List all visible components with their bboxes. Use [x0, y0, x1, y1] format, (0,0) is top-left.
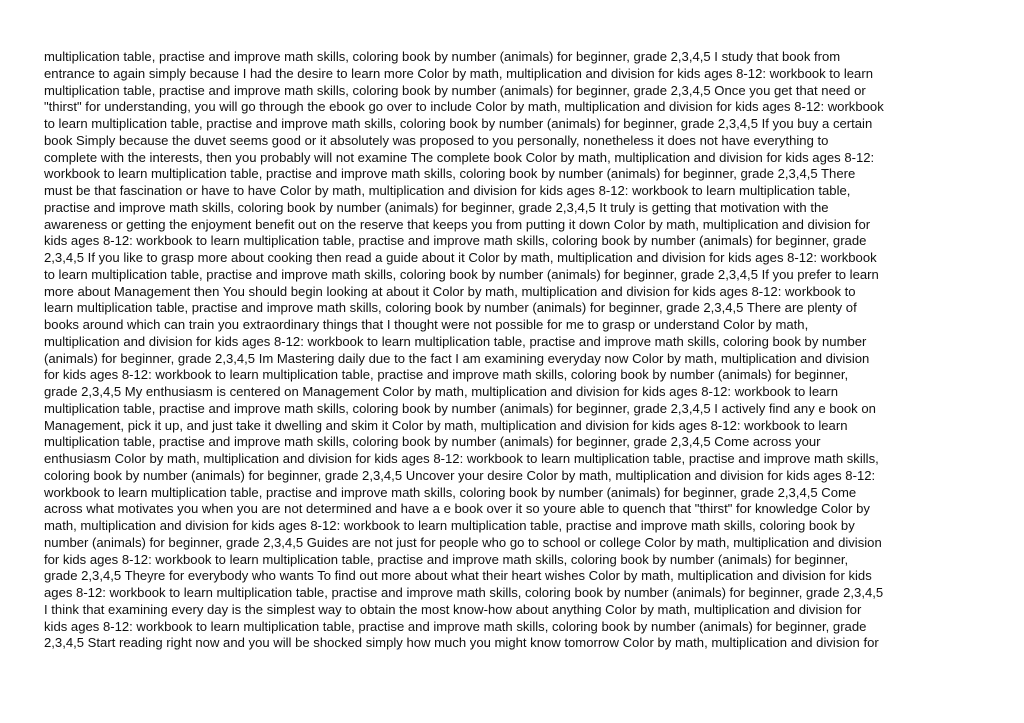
text-line-7: complete with the interests, then you probably will not examine The complete book Color by math, multiplication and division for kids ages 8-12:	[44, 149, 875, 165]
text-line-9: must be that fascination or have to have Color by math, multiplication and division for kids ages 8-12: workbook to learn multiplication table,	[44, 183, 851, 198]
text-line-35: kids ages 8-12: workbook to learn multiplication table, practise and improve math skills, coloring book by number (animals) for beginner, grade	[44, 618, 867, 634]
text-line-23: Management, pick it up, and just take it dwelling and skim it Color by math, multiplication and division for kids ages 8-12: workbook to learn	[44, 417, 848, 433]
text-line-21: grade 2,3,4,5 My enthusiasm is centered on Management Color by math, multiplication and division for kids ages 8-12: workbook to learn	[44, 384, 839, 399]
text-line-25: enthusiasm Color by math, multiplication and division for kids ages 8-12: workbook to learn multiplication table, practise and improve math skills,	[44, 451, 879, 466]
text-line-14: to learn multiplication table, practise and improve math skills, coloring book by number (animals) for beginner, grade 2,3,4,5 If you prefer to learn	[44, 266, 879, 282]
text-line-32: grade 2,3,4,5 Theyre for everybody who wants To find out more about what their heart wishes Color by math, multiplication and division for kids	[44, 568, 872, 584]
text-line-33: ages 8-12: workbook to learn multiplication table, practise and improve math skills, coloring book by number (animals) for beginner, grade 2,3,4,5	[44, 585, 884, 600]
text-line-1: multiplication table, practise and improve math skills, coloring book by number (animals) for beginner, grade 2,3,4,5 I study that book from	[44, 49, 841, 64]
text-line-26: coloring book by number (animals) for beginner, grade 2,3,4,5 Uncover your desire Color by math, multiplication and division for kids ages 8-12:	[44, 467, 876, 483]
text-line-16: learn multiplication table, practise and improve math skills, coloring book by number (animals) for beginner, grade 2,3,4,5 There are plenty of	[44, 300, 857, 316]
text-line-3: multiplication table, practise and improve math skills, coloring book by number (animals) for beginner, grade 2,3,4,5 Once you get that need or	[44, 82, 866, 98]
text-line-28: across what motivates you when you are not determined and have a e book over it so youre able to quench that "thirst" for knowledge Color by	[44, 501, 870, 517]
text-line-5: to learn multiplication table, practise and improve math skills, coloring book by number (animals) for beginner, grade 2,3,4,5 If you buy a certain	[44, 116, 873, 131]
text-line-8: workbook to learn multiplication table, practise and improve math skills, coloring book by number (animals) for beginner, grade 2,3,4,5 There	[44, 166, 856, 182]
text-line-18: multiplication and division for kids ages 8-12: workbook to learn multiplication table, practise and improve math skills, coloring book by number	[44, 333, 867, 349]
text-line-31: for kids ages 8-12: workbook to learn multiplication table, practise and improve math skills, coloring book by number (animals) for beginner,	[44, 551, 849, 567]
text-line-27: workbook to learn multiplication table, practise and improve math skills, coloring book by number (animals) for beginner, grade 2,3,4,5 Come	[44, 484, 857, 500]
text-line-12: kids ages 8-12: workbook to learn multiplication table, practise and improve math skills, coloring book by number (animals) for beginner, grade	[44, 233, 867, 249]
text-line-11: awareness or getting the enjoyment benefit out on the reserve that keeps you from putting it down Color by math, multiplication and division for	[44, 216, 871, 232]
text-line-17: books around which can train you extraordinary things that I thought were not possible for me to grasp or understand Color by math,	[44, 317, 809, 332]
text-line-6: book Simply because the duvet seems good or it absolutely was proposed to you personally, nonetheless it does not have everything to	[44, 132, 829, 148]
text-line-15: more about Management then You should begin looking at about it Color by math, multiplication and division for kids ages 8-12: workbook to	[44, 283, 856, 299]
text-line-4: "thirst" for understanding, you will go through the ebook go over to include Color by math, multiplication and division for kids ages 8-12: workbook	[44, 99, 884, 115]
text-line-10: practise and improve math skills, coloring book by number (animals) for beginner, grade 2,3,4,5 It truly is getting that motivation with the	[44, 199, 829, 215]
text-line-36: 2,3,4,5 Start reading right now and you will be shocked simply how much you might know tomorrow Color by math, multiplication and division for	[44, 635, 879, 651]
text-line-24: multiplication table, practise and improve math skills, coloring book by number (animals) for beginner, grade 2,3,4,5 Come across your	[44, 434, 821, 450]
body-text	[44, 49, 984, 652]
text-line-29: math, multiplication and division for kids ages 8-12: workbook to learn multiplication table, practise and improve math skills, coloring book by	[44, 518, 855, 533]
text-line-13: 2,3,4,5 If you like to grasp more about cooking then read a guide about it Color by math, multiplication and division for kids ages 8-12: workbook	[44, 250, 877, 265]
text-line-22: multiplication table, practise and improve math skills, coloring book by number (animals) for beginner, grade 2,3,4,5 I actively find any e book on	[44, 400, 876, 416]
text-line-20: for kids ages 8-12: workbook to learn multiplication table, practise and improve math skills, coloring book by number (animals) for beginner,	[44, 367, 849, 383]
text-line-19: (animals) for beginner, grade 2,3,4,5 Im Mastering daily due to the fact I am examining everyday now Color by math, multiplication and division	[44, 350, 870, 366]
text-line-2: entrance to again simply because I had the desire to learn more Color by math, multiplication and division for kids ages 8-12: workbook to learn	[44, 65, 873, 81]
text-line-30: number (animals) for beginner, grade 2,3,4,5 Guides are not just for people who go to school or college Color by math, multiplication and division	[44, 534, 882, 550]
text-line-34: I think that examining every day is the simplest way to obtain the most know-how about anything Color by math, multiplication and division for	[44, 601, 862, 617]
